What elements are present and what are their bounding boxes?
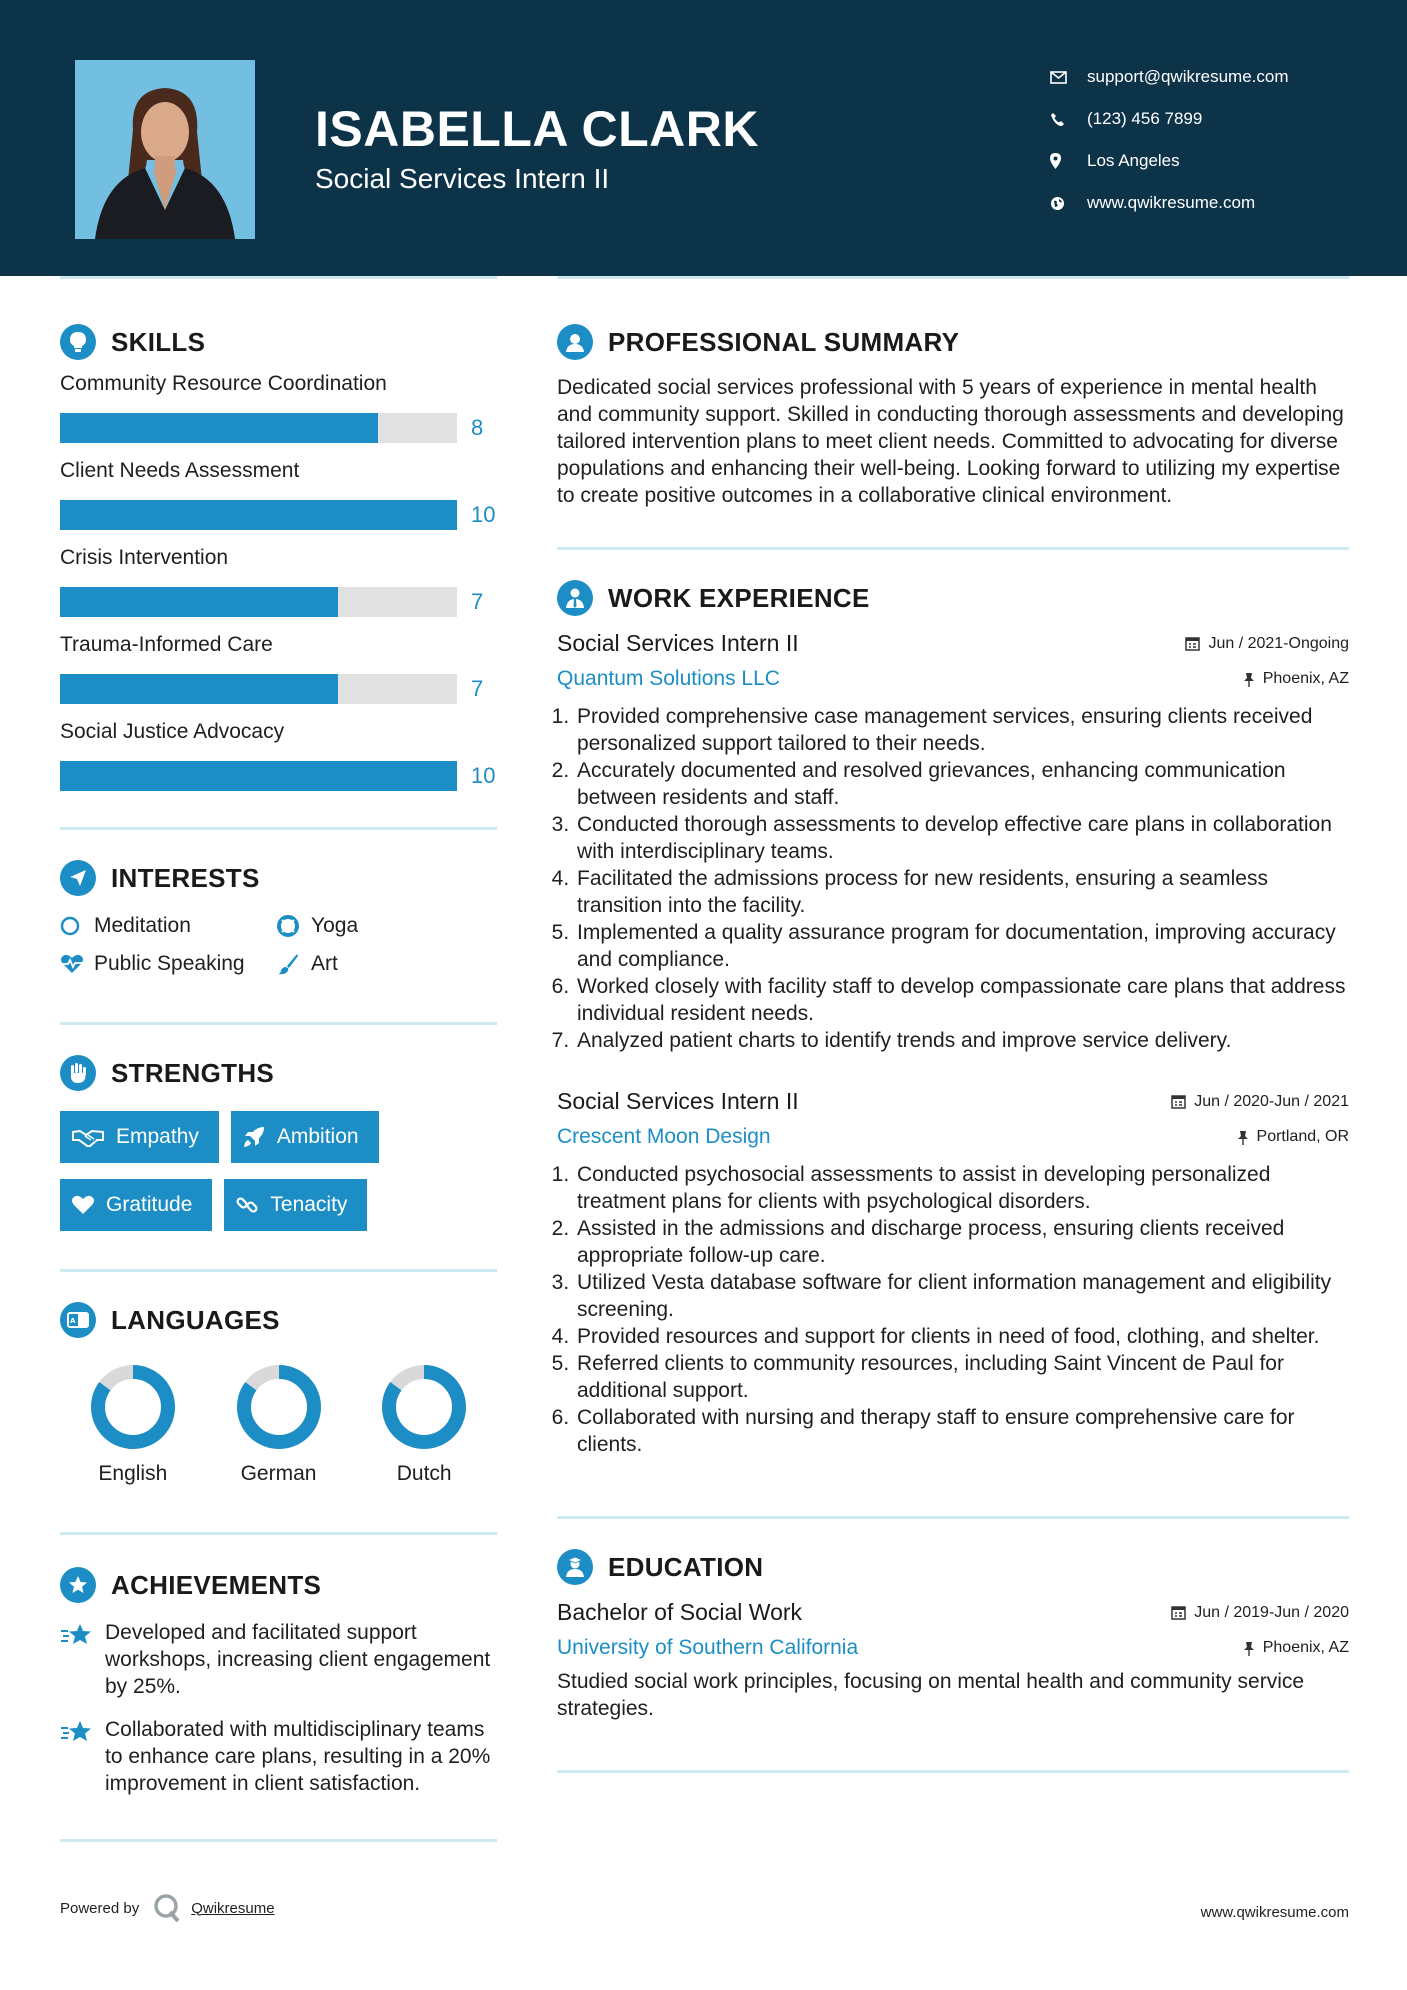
contact-email[interactable] (1050, 56, 1289, 98)
strengths-heading-text: STRENGTHS (111, 1057, 275, 1088)
job-header (557, 630, 1349, 657)
section-divider (60, 827, 497, 830)
education-location-text: Phoenix, AZ (1262, 1639, 1349, 1656)
summary-section (557, 324, 1349, 509)
achievement-item (60, 1619, 497, 1700)
rocket-icon (243, 1126, 265, 1148)
language-icon (60, 1302, 96, 1338)
achievement-item (60, 1716, 497, 1797)
skill-value: 10 (471, 502, 496, 527)
star-icon (60, 1716, 105, 1797)
job-location-text: Phoenix, AZ (1262, 670, 1349, 687)
pushpin-icon (1237, 1130, 1249, 1145)
lightbulb-icon (60, 324, 96, 360)
strength-label: Empathy (116, 1125, 199, 1148)
languages-heading-text: LANGUAGES (111, 1304, 280, 1335)
languages-list (60, 1364, 497, 1486)
skill-track (60, 674, 457, 704)
star-badge-icon (60, 1567, 96, 1603)
link-icon (236, 1194, 258, 1216)
section-divider (557, 1516, 1349, 1519)
duty-item: 2. Assisted in the admissions and discharge process, ensuring clients received appropriate follow-up care. (575, 1215, 1349, 1269)
brand-link[interactable]: Qwikresume (191, 1899, 275, 1917)
strength-badge (231, 1111, 379, 1163)
job-location-text: Portland, OR (1256, 1128, 1349, 1145)
company-name: Crescent Moon Design (557, 1125, 771, 1148)
duty-item: 3. Utilized Vesta database software for client information management and eligibility screening. (575, 1269, 1349, 1323)
skill-item (60, 633, 497, 706)
education-location (1243, 1639, 1349, 1657)
education-subheader (557, 1636, 1349, 1660)
calendar-icon (1171, 1605, 1186, 1620)
job-location (1237, 1128, 1349, 1146)
skill-track (60, 761, 457, 791)
skills-heading (60, 324, 497, 360)
skill-row (60, 498, 497, 532)
profile-photo (75, 60, 255, 239)
job-location (1243, 670, 1349, 688)
interest-item (60, 914, 277, 938)
duty-item: 2. Accurately documented and resolved grievances, enhancing communication between residents and staff. (575, 757, 1349, 811)
duty-item: 6. Collaborated with nursing and therapy staff to ensure comprehensive care for clients. (575, 1404, 1349, 1458)
language-item (60, 1364, 206, 1486)
education-date (1171, 1604, 1349, 1622)
section-divider (60, 1269, 497, 1272)
duty-item: 6. Worked closely with facility staff to develop compassionate care plans that address individual resident needs. (575, 973, 1349, 1027)
strength-label: Gratitude (106, 1193, 193, 1216)
handshake-icon (72, 1127, 104, 1147)
skills-heading-text: SKILLS (111, 326, 206, 357)
job-subheader (557, 1125, 1349, 1149)
skill-value: 7 (471, 589, 484, 614)
contact-location (1050, 140, 1289, 182)
pushpin-icon (1243, 1641, 1255, 1656)
contact-website-text: www.qwikresume.com (1087, 193, 1256, 212)
achievements-heading-text: ACHIEVEMENTS (111, 1569, 322, 1600)
user-tie-icon (557, 580, 593, 616)
skill-fill (60, 587, 338, 617)
job-date-text: Jun / 2020-Jun / 2021 (1194, 1092, 1349, 1110)
phone-icon (1050, 112, 1087, 127)
job-date (1185, 635, 1349, 653)
education-header (557, 1599, 1349, 1626)
duty-item: 4. Provided resources and support for clients in need of food, clothing, and shelter. (575, 1323, 1349, 1350)
skill-label: Crisis Intervention (60, 546, 229, 569)
paper-plane-icon (60, 860, 96, 896)
strength-badge (60, 1111, 219, 1163)
summary-heading (557, 324, 1349, 360)
job-title: Social Services Intern II (557, 630, 799, 656)
job-date-text: Jun / 2021-Ongoing (1208, 634, 1349, 652)
skill-row (60, 585, 497, 619)
language-label: German (240, 1462, 317, 1485)
resume-header (0, 0, 1407, 276)
skill-value: 8 (471, 415, 484, 440)
raised-fist-icon (60, 1055, 96, 1091)
skill-row (60, 672, 497, 706)
powered-by-text: Powered by (60, 1899, 140, 1917)
skill-label: Social Justice Advocacy (60, 720, 285, 743)
skill-item (60, 372, 497, 445)
duty-item: 1. Provided comprehensive case management services, ensuring clients received personalized support tailored to their needs. (575, 703, 1349, 757)
skill-label: Community Resource Coordination (60, 372, 387, 395)
job-header (557, 1088, 1349, 1115)
strength-badge (224, 1179, 367, 1231)
language-donut (381, 1364, 467, 1450)
job-title: Social Services Intern II (557, 1088, 799, 1114)
map-pin-icon (1050, 153, 1087, 169)
experience-heading-text: WORK EXPERIENCE (608, 582, 870, 613)
language-donut (90, 1364, 176, 1450)
language-item (351, 1364, 497, 1486)
skill-item (60, 720, 497, 793)
user-icon (557, 324, 593, 360)
strength-label: Tenacity (270, 1193, 348, 1216)
languages-heading (60, 1302, 497, 1338)
school-name: University of Southern California (557, 1636, 859, 1659)
contact-phone-text: (123) 456 7899 (1087, 109, 1203, 128)
duty-item: 7. Analyzed patient charts to identify trends and improve service delivery. (575, 1027, 1349, 1054)
left-column (60, 276, 497, 1842)
experience-section (557, 580, 1349, 1458)
skill-track (60, 587, 457, 617)
education-heading-text: EDUCATION (608, 1551, 764, 1582)
paintbrush-icon (277, 953, 311, 975)
skill-fill (60, 500, 457, 530)
skill-item (60, 546, 497, 619)
candidate-title: Social Services Intern II (315, 163, 610, 194)
interest-item (277, 952, 497, 976)
circle-icon (60, 916, 94, 936)
skills-list (60, 372, 497, 793)
skill-value: 7 (471, 676, 484, 701)
contact-info (1050, 56, 1289, 224)
interest-label: Art (311, 952, 338, 975)
section-divider (60, 1532, 497, 1535)
pushpin-icon (1243, 672, 1255, 687)
interest-item (60, 952, 277, 976)
interests-heading (60, 860, 497, 896)
skill-fill (60, 413, 378, 443)
duty-item: 1. Conducted psychosocial assessments to assist in developing personalized treatment plans for clients with psychological disorders. (575, 1161, 1349, 1215)
contact-phone[interactable] (1050, 98, 1289, 140)
interest-label: Yoga (311, 914, 359, 937)
education-section (557, 1549, 1349, 1722)
duty-item: 5. Implemented a quality assurance program for documentation, improving accuracy and compliance. (575, 919, 1349, 973)
footer-website[interactable]: www.qwikresume.com (1200, 1904, 1349, 1921)
strengths-list (60, 1111, 497, 1231)
heartbeat-icon (60, 954, 94, 974)
strengths-section (60, 1055, 497, 1231)
skill-item (60, 459, 497, 532)
candidate-name: ISABELLA CLARK (315, 101, 760, 157)
summary-text: Dedicated social services professional with 5 years of experience in mental health and community support. Skilled in conducting thorough assessments and developing tailored intervention plans to meet client needs. Committed to advocating for diverse populations and enhancing their well-being. Looking forward to utilizing my expertise to create positive outcomes in a collaborative clinical environment. (557, 376, 1344, 507)
skill-label: Client Needs Assessment (60, 459, 300, 482)
education-description: Studied social work principles, focusing on mental health and community service strategies. (557, 1670, 1305, 1720)
contact-email-text: support@qwikresume.com (1087, 67, 1289, 86)
language-label: Dutch (396, 1462, 452, 1485)
section-divider (557, 547, 1349, 550)
job-duties (557, 1161, 1349, 1458)
job-duties (557, 703, 1349, 1054)
lifebuoy-icon (277, 915, 311, 937)
heart-icon (72, 1195, 94, 1215)
right-column (557, 276, 1349, 1773)
interests-list (60, 914, 497, 976)
achievements-heading (60, 1567, 497, 1603)
skill-row (60, 759, 497, 793)
duty-item: 5. Referred clients to community resources, including Saint Vincent de Paul for additional support. (575, 1350, 1349, 1404)
skill-label: Trauma-Informed Care (60, 633, 273, 656)
strength-badge (60, 1179, 212, 1231)
strengths-heading (60, 1055, 497, 1091)
section-divider (60, 1839, 497, 1842)
interest-item (277, 914, 497, 938)
graduate-icon (557, 1549, 593, 1585)
skill-track (60, 500, 457, 530)
skill-fill (60, 761, 457, 791)
svg-text:A: A (70, 1317, 76, 1325)
job-entry (557, 1088, 1349, 1458)
languages-section (60, 1302, 497, 1486)
skills-section (60, 324, 497, 793)
job-entry (557, 630, 1349, 1054)
strength-label: Ambition (276, 1125, 359, 1148)
envelope-icon (1050, 71, 1087, 84)
achievement-text: Developed and facilitated support workshops, increasing client engagement by 25%. (105, 1621, 491, 1698)
degree-title: Bachelor of Social Work (557, 1599, 803, 1625)
achievements-section (60, 1567, 497, 1797)
section-divider (60, 1022, 497, 1025)
interests-section (60, 860, 497, 976)
skill-row (60, 411, 497, 445)
education-heading (557, 1549, 1349, 1585)
contact-location-text: Los Angeles (1087, 151, 1180, 170)
company-name: Quantum Solutions LLC (557, 667, 780, 690)
skill-fill (60, 674, 338, 704)
skill-track (60, 413, 457, 443)
duty-item: 3. Conducted thorough assessments to develop effective care plans in collaboration with interdisciplinary teams. (575, 811, 1349, 865)
calendar-icon (1185, 636, 1200, 651)
calendar-icon (1171, 1094, 1186, 1109)
skill-value: 10 (471, 763, 496, 788)
section-divider (557, 1770, 1349, 1773)
job-date (1171, 1093, 1349, 1111)
experience-heading (557, 580, 1349, 616)
summary-heading-text: PROFESSIONAL SUMMARY (608, 326, 960, 357)
star-icon (60, 1619, 105, 1700)
achievement-text: Collaborated with multidisciplinary teams to enhance care plans, resulting in a 20% improvement in client satisfaction. (105, 1718, 491, 1795)
language-label: English (98, 1462, 168, 1485)
education-date-text: Jun / 2019-Jun / 2020 (1194, 1603, 1349, 1621)
achievements-list (60, 1619, 497, 1797)
job-subheader (557, 667, 1349, 691)
interests-heading-text: INTERESTS (111, 862, 260, 893)
contact-website[interactable] (1050, 182, 1289, 224)
interest-label: Public Speaking (94, 952, 245, 975)
duty-item: 4. Facilitated the admissions process for new residents, ensuring a seamless transition into the facility. (575, 865, 1349, 919)
qwikresume-logo-icon (153, 1893, 181, 1923)
language-item (206, 1364, 352, 1486)
education-entry (557, 1599, 1349, 1722)
language-donut (236, 1364, 322, 1450)
globe-icon (1050, 196, 1087, 211)
interest-label: Meditation (94, 914, 191, 937)
footer-powered-by (60, 1893, 275, 1923)
